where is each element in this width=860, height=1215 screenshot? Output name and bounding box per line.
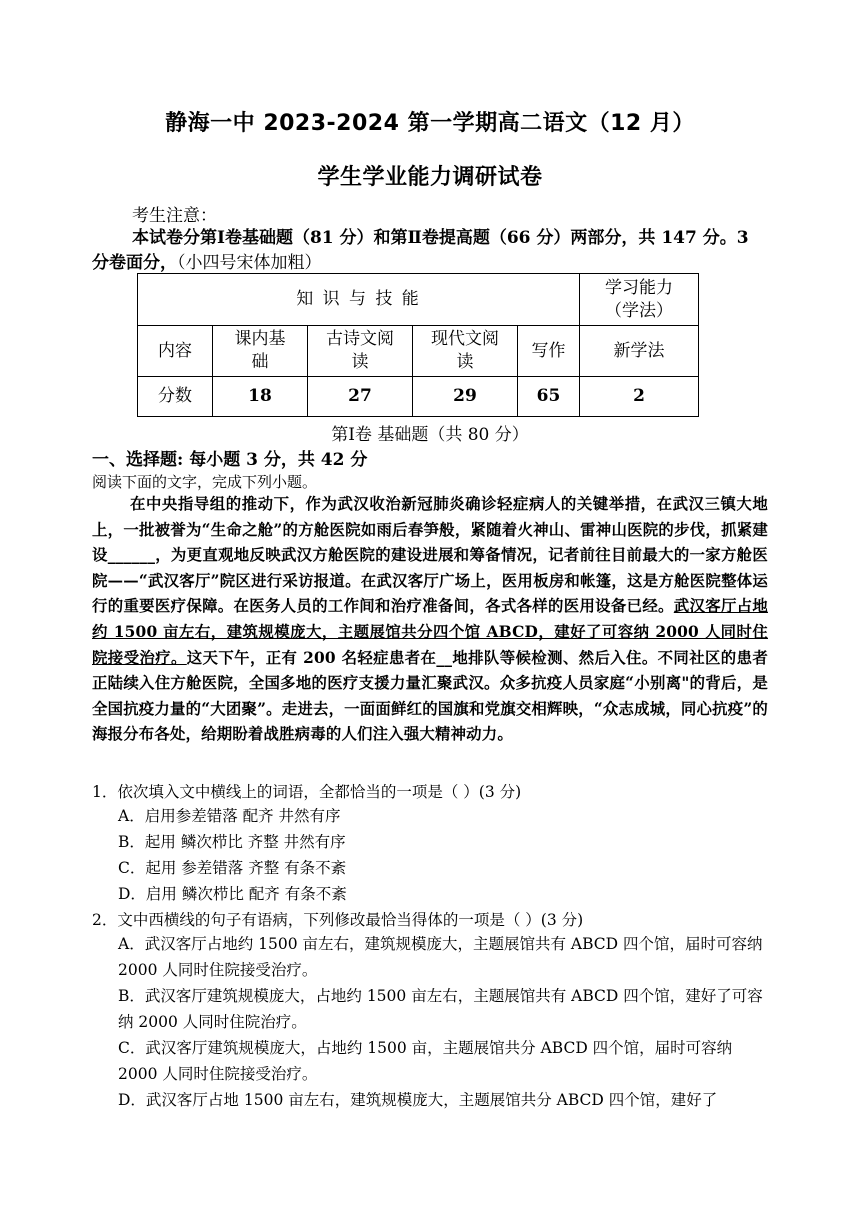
- score-table-col-writing: 写作: [518, 326, 580, 377]
- question-1-option-b: B．起用 鳞次栉比 齐整 井然有序: [118, 833, 346, 851]
- notice-intro-bold: 本试卷分第Ⅰ卷基础题（81 分）和第Ⅱ卷提高题（66 分）两部分，共 147 分。3 分卷面分，: [92, 228, 749, 273]
- question-1-option-a: A．启用参差错落 配齐 井然有序: [118, 807, 341, 825]
- question-1-stem: 1．依次填入文中横线上的词语，全都恰当的一项是（ ）(3 分): [92, 783, 522, 801]
- reading-prompt: 阅读下面的文字，完成下列小题。: [92, 473, 318, 491]
- reading-passage: 在中央指导组的推动下，作为武汉收治新冠肺炎确诊轻症病人的关键举措，在武汉三镇大地上，一批被誉为“生命之舱”的方舱医院如雨后春笋般，紧随着火神山、雷神山医院的步伐，抓紧建设______，为更直观地反映武汉方舱医院的建设进展和筹备情况，记者前往目前最大的一家方舱医院——“武汉客厅”院区进行采访报道。在武汉客厅广场上，医用板房和帐篷，这是方舱医院整体运行的重要医疗保障。在医务人员的工作间和治疗准备间，各式各样的医用设备已经。武汉客厅占地约 1500 亩左右，建筑规模庞大，主题展馆共分四个馆 ABCD，建好了可容纳 2000 人同时住院接受治疗。这天下午，正有 200 名轻症患者在__地排队等候检测、然后入住。不同社区的患者正陆续入住方舱医院，全国多地的医疗支援力量汇聚武汉。众多抗疫人员家庭“小别离"的背后，是全国抗疫力量的“大团聚”。走进去，一面面鲜红的国旗和党旗交相辉映，“众志成城，同心抗疫”的海报分布各处，给期盼着战胜病毒的人们注入强大精神动力。: [92, 495, 768, 744]
- question-1-option-d: D．启用 鳞次栉比 配齐 有条不紊: [118, 885, 347, 903]
- volume-title: 第Ⅰ卷 基础题（共 80 分）: [331, 425, 529, 445]
- question-2-option-a: A．武汉客厅占地约 1500 亩左右，建筑规模庞大，主题展馆共有 ABCD 四个馆，届时可容纳 2000 人同时住院接受治疗。: [118, 935, 763, 979]
- score-table-header-main: 知 识 与 技 能: [138, 274, 580, 326]
- notice-label: 考生注意：: [132, 206, 217, 226]
- score-cell: 27: [308, 377, 413, 417]
- question-2-option-b: B．武汉客厅建筑规模庞大，占地约 1500 亩左右，主题展馆共有 ABCD 四个馆，建好了可容纳 2000 人同时住院治疗。: [118, 987, 763, 1031]
- score-table-col-basics: 课内基 础: [213, 326, 308, 377]
- score-cell: 65: [518, 377, 580, 417]
- score-table-header-side: 学习能力 （学法）: [580, 274, 699, 326]
- question-2-option-d: D．武汉客厅占地 1500 亩左右，建筑规模庞大，主题展馆共分 ABCD 四个馆，建好了: [118, 1091, 718, 1109]
- fill-blank: __: [436, 648, 453, 667]
- exam-title: 静海一中 2023-2024 第一学期高二语文（12 月）: [165, 111, 695, 136]
- score-cell: 2: [580, 377, 699, 417]
- notice-intro: [92, 226, 770, 276]
- score-table-row-label-content: 内容: [138, 326, 213, 377]
- notice-intro-note: （小四号宋体加粗）: [177, 253, 322, 273]
- question-1-option-c: C．起用 参差错落 齐整 有条不紊: [118, 859, 347, 877]
- fill-blank: ______: [107, 546, 156, 565]
- score-table: [137, 273, 699, 417]
- score-table-col-modern: 现代文阅 读: [413, 326, 518, 377]
- score-cell: 18: [213, 377, 308, 417]
- score-table-col-classical: 古诗文阅 读: [308, 326, 413, 377]
- score-table-col-method: 新学法: [580, 326, 699, 377]
- exam-subtitle: 学生学业能力调研试卷: [317, 165, 543, 190]
- score-table-row-label-score: 分数: [138, 377, 213, 417]
- question-2-option-c: C．武汉客厅建筑规模庞大，占地约 1500 亩，主题展馆共分 ABCD 四个馆，届时可容纳 2000 人同时住院接受治疗。: [118, 1039, 733, 1083]
- question-2-stem: 2．文中西横线的句子有语病，下列修改最恰当得体的一项是（ ）(3 分): [92, 911, 584, 929]
- score-cell: 29: [413, 377, 518, 417]
- underlined-sentence: 武汉客厅占地约 1500 亩左右，建筑规模庞大，主题展馆共分四个馆 ABCD，建好了可容纳 2000 人同时住院接受治疗。: [92, 597, 768, 667]
- part-title: 一、选择题: 每小题 3 分，共 42 分: [92, 450, 368, 470]
